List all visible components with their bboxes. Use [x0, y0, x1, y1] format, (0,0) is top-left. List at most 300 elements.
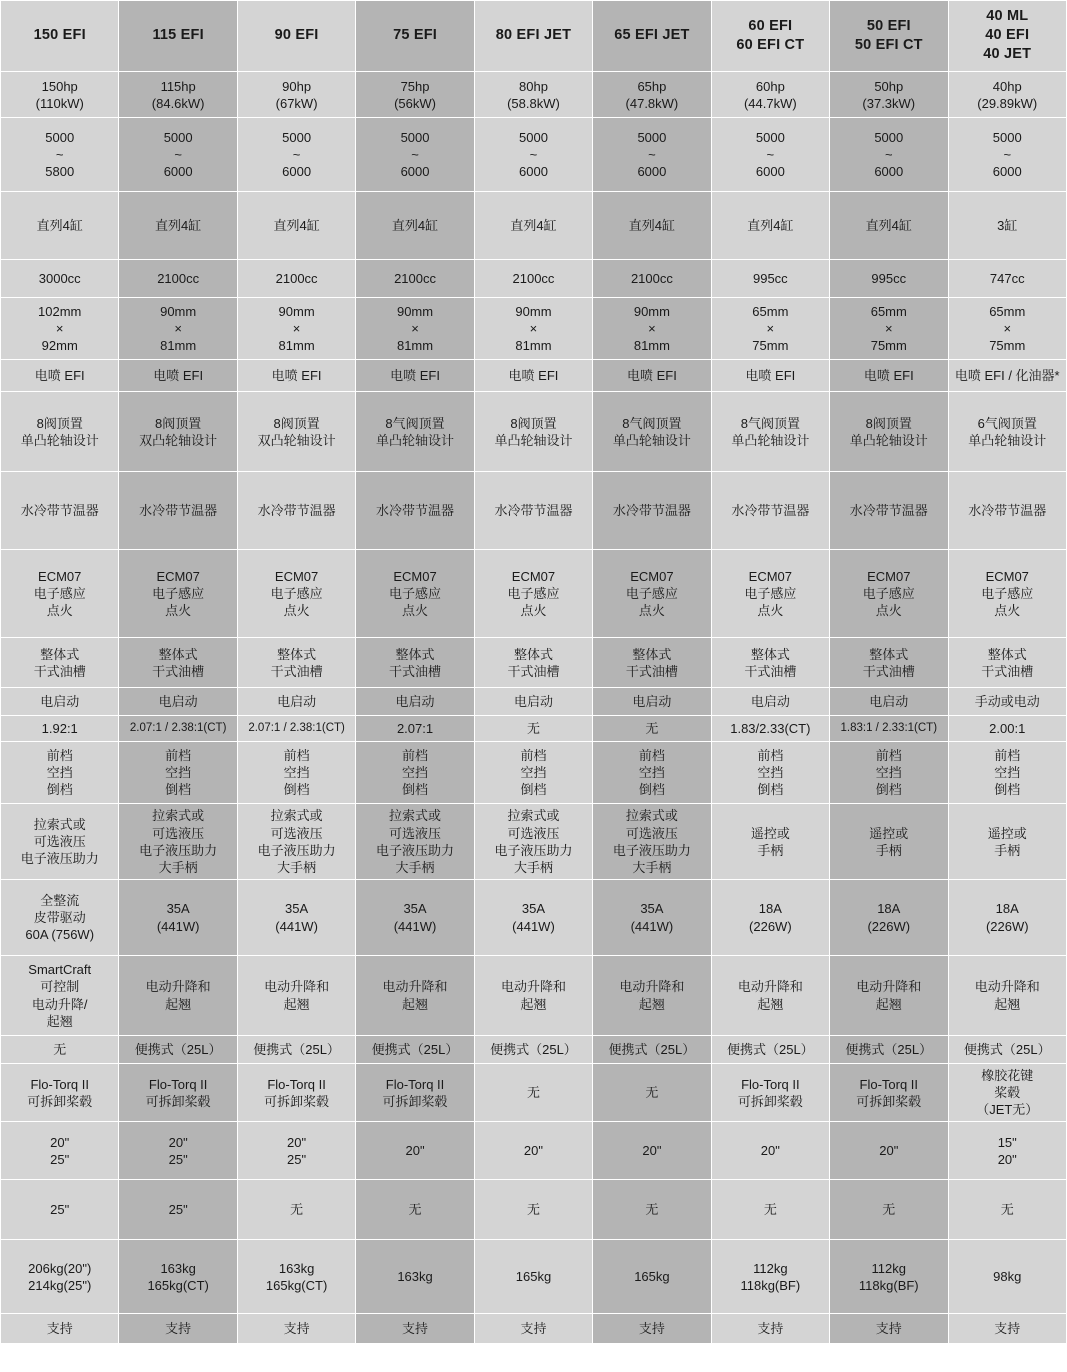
cell-line: 无	[53, 1041, 67, 1057]
cell-line: 干式油槽	[981, 663, 1034, 679]
cell-shift-positions	[474, 742, 592, 804]
cell-shaft-length-standard	[830, 1122, 948, 1180]
cell-line: ECM07	[985, 569, 1029, 585]
cell-line: 6000	[163, 164, 193, 180]
cell-line: ~	[648, 147, 656, 163]
cell-cylinder-config	[1, 192, 119, 260]
cell-starting-system	[948, 688, 1067, 716]
cell-cooling-system	[830, 472, 948, 550]
cell-fuel-tank	[711, 1036, 829, 1064]
cell-bore-stroke	[830, 298, 948, 360]
cell-line: 98kg	[993, 1269, 1022, 1285]
cell-line: 电喷 EFI	[34, 368, 85, 384]
cell-starting-system	[356, 688, 474, 716]
cell-line: ×	[1003, 321, 1012, 337]
cell-line: 102mm	[38, 304, 82, 320]
cell-line: 8阀顶置	[155, 415, 202, 431]
cell-line: 空挡	[757, 765, 784, 781]
cell-line: 支持	[46, 1321, 73, 1337]
cell-line: 无	[526, 721, 540, 737]
cell-line: 90hp	[282, 78, 312, 94]
cell-line: ×	[174, 321, 182, 337]
cell-line: 118kg(BF)	[740, 1277, 801, 1293]
cell-line: 无	[645, 1085, 659, 1101]
table-row	[1, 880, 1067, 956]
cell-rpm-range	[948, 118, 1067, 192]
column-header	[474, 1, 592, 72]
cell-line: 起翘	[520, 996, 547, 1012]
cell-bore-stroke	[948, 298, 1067, 360]
cell-line: 手动或电动	[974, 694, 1040, 710]
cell-line: 20"	[168, 1134, 188, 1150]
cell-line: 空挡	[994, 765, 1021, 781]
cell-line: 8阀顶置	[510, 415, 557, 431]
cell-line: 电启动	[158, 694, 198, 710]
cell-valve-train	[1, 392, 119, 472]
cell-ignition-system	[237, 550, 355, 638]
cell-line: 支持	[638, 1321, 665, 1337]
cell-shaft-length-optional	[711, 1180, 829, 1240]
cell-propeller-hub	[356, 1064, 474, 1122]
cell-line: 电启动	[632, 694, 672, 710]
cell-alternator	[356, 880, 474, 956]
cell-trim-tilt	[474, 956, 592, 1036]
cell-line: 电喷 EFI	[626, 368, 677, 384]
cell-valve-train	[830, 392, 948, 472]
cell-line: 整体式	[869, 646, 909, 662]
cell-line: 150hp	[41, 78, 78, 94]
cell-cylinder-config	[356, 192, 474, 260]
cell-support	[593, 1314, 711, 1344]
cell-line: 无	[526, 1085, 540, 1101]
cell-line: 35A	[285, 901, 309, 917]
cell-line: ×	[55, 321, 64, 337]
table-row	[1, 118, 1067, 192]
cell-line: 电子感应	[152, 586, 205, 602]
cell-line: 干式油槽	[744, 663, 797, 679]
cell-line: 电喷 EFI	[271, 368, 322, 384]
cell-line: 81mm	[633, 338, 670, 354]
cell-starting-system	[119, 688, 237, 716]
cell-valve-train	[593, 392, 711, 472]
cell-line: 8气阀顶置	[622, 415, 682, 431]
cell-line: 电动升降和	[264, 979, 330, 995]
cell-line: 20"	[879, 1143, 899, 1159]
cell-cooling-system	[474, 472, 592, 550]
cell-line: 18A	[758, 901, 782, 917]
cell-line: Flo-Torq II	[267, 1076, 326, 1092]
column-header-line: 150 EFI	[33, 27, 86, 44]
cell-shaft-length-standard	[593, 1122, 711, 1180]
cell-line: 前档	[402, 748, 429, 764]
cell-ignition-system	[1, 550, 119, 638]
cell-line: ECM07	[274, 569, 319, 585]
cell-line: 单凸轮轴设计	[731, 432, 810, 448]
cell-line: 无	[408, 1202, 422, 1218]
column-header-line: 50 EFI	[866, 17, 911, 34]
cell-line: 电动升降和	[500, 979, 566, 995]
cell-rpm-range	[356, 118, 474, 192]
cell-propeller-hub	[948, 1064, 1067, 1122]
cell-line: 桨毂	[994, 1085, 1021, 1101]
cell-line: 115hp	[160, 78, 196, 94]
cell-gear-ratio	[356, 716, 474, 742]
cell-shaft-length-optional	[356, 1180, 474, 1240]
cell-line: 点火	[638, 603, 665, 619]
cell-line: 可拆卸桨毂	[145, 1093, 211, 1109]
cell-line: 便携式（25L）	[963, 1041, 1051, 1057]
cell-line: 空挡	[46, 765, 73, 781]
cell-line: 水冷带节温器	[376, 503, 455, 519]
table-row	[1, 1314, 1067, 1344]
cell-fuel-system	[711, 360, 829, 392]
cell-shaft-length-optional	[237, 1180, 355, 1240]
cell-line: ~	[174, 147, 182, 163]
table-row	[1, 550, 1067, 638]
cell-line: 单凸轮轴设计	[612, 432, 691, 448]
cell-line: 2.07:1	[396, 721, 434, 737]
cell-shaft-length-standard	[237, 1122, 355, 1180]
cell-line: 直列4缸	[36, 218, 83, 234]
cell-line: 8阀顶置	[865, 415, 912, 431]
column-header	[237, 1, 355, 72]
cell-line: 支持	[283, 1321, 310, 1337]
cell-line: ECM07	[748, 569, 793, 585]
cell-bore-stroke	[119, 298, 237, 360]
column-header	[948, 1, 1067, 72]
cell-power	[474, 72, 592, 118]
table-row	[1, 1240, 1067, 1314]
cell-line: 起翘	[283, 996, 310, 1012]
cell-line: ECM07	[393, 569, 437, 585]
cell-cooling-system	[711, 472, 829, 550]
cell-lubrication	[237, 638, 355, 688]
cell-line: 81mm	[396, 338, 434, 354]
cell-valve-train	[948, 392, 1067, 472]
cell-bore-stroke	[711, 298, 829, 360]
cell-line: 电子感应	[507, 586, 560, 602]
cell-line: 单凸轮轴设计	[376, 432, 455, 448]
table-row	[1, 392, 1067, 472]
cell-line: 可选液压	[33, 834, 86, 850]
cell-cooling-system	[1, 472, 119, 550]
cell-rpm-range	[474, 118, 592, 192]
cell-line: 2100cc	[630, 271, 673, 287]
cell-line: 995cc	[871, 271, 907, 287]
cell-fuel-system	[356, 360, 474, 392]
cell-starting-system	[830, 688, 948, 716]
cell-line: 电启动	[513, 694, 553, 710]
cell-power	[593, 72, 711, 118]
cell-line: 18A	[877, 901, 901, 917]
cell-displacement	[948, 260, 1067, 298]
cell-cooling-system	[948, 472, 1067, 550]
cell-line: 点火	[757, 603, 784, 619]
cell-line: 电子感应	[862, 586, 915, 602]
cell-line: 橡胶花键	[981, 1068, 1034, 1083]
cell-shaft-length-standard	[1, 1122, 119, 1180]
cell-line: 80hp	[519, 78, 548, 94]
cell-fuel-tank	[237, 1036, 355, 1064]
cell-line: 6000	[637, 164, 667, 180]
cell-line: 无	[882, 1202, 896, 1218]
cell-gear-ratio	[474, 716, 592, 742]
table-row	[1, 1180, 1067, 1240]
cell-alternator	[711, 880, 829, 956]
cell-weight	[237, 1240, 355, 1314]
cell-line: 便携式（25L）	[371, 1041, 459, 1057]
column-header-line: 115 EFI	[152, 27, 204, 44]
cell-line: 遥控或	[869, 825, 909, 841]
cell-line: 90mm	[396, 304, 434, 320]
cell-shift-positions	[237, 742, 355, 804]
cell-line: 995cc	[752, 271, 788, 287]
cell-line: 20"	[50, 1134, 70, 1150]
cell-displacement	[593, 260, 711, 298]
cell-line: 电喷 EFI	[508, 368, 559, 384]
cell-trim-tilt	[356, 956, 474, 1036]
table-header-row	[1, 1, 1067, 72]
cell-line: 单凸轮轴设计	[849, 432, 928, 448]
column-header-line: 80 EFI JET	[495, 27, 572, 44]
cell-control-type	[119, 804, 237, 880]
cell-line: 8阀顶置	[36, 415, 83, 431]
cell-line: 便携式（25L）	[726, 1041, 814, 1057]
column-header-line: 60 EFI CT	[736, 36, 805, 53]
cell-line: 水冷带节温器	[612, 503, 691, 519]
cell-line: 空挡	[875, 765, 902, 781]
cell-alternator	[119, 880, 237, 956]
cell-line: 2.00:1	[989, 721, 1026, 737]
cell-line: 便携式（25L）	[253, 1041, 340, 1057]
cell-line: (441W)	[393, 918, 437, 934]
cell-line: ~	[766, 147, 775, 163]
cell-control-type	[830, 804, 948, 880]
cell-line: 倒档	[283, 782, 310, 798]
cell-line: Flo-Torq II	[30, 1076, 89, 1092]
cell-rpm-range	[593, 118, 711, 192]
cell-line: (67kW)	[275, 95, 318, 111]
cell-ignition-system	[474, 550, 592, 638]
cell-line: 65mm	[989, 304, 1026, 320]
cell-line: (441W)	[512, 918, 555, 934]
cell-line: 空挡	[283, 765, 310, 781]
cell-control-type	[593, 804, 711, 880]
cell-line: 起翘	[46, 1013, 73, 1029]
cell-line: 206kg(20")	[28, 1260, 92, 1276]
cell-line: 电启动	[869, 694, 909, 710]
cell-power	[830, 72, 948, 118]
cell-power	[1, 72, 119, 118]
cell-line: SmartCraft	[28, 962, 92, 978]
cell-control-type	[948, 804, 1067, 880]
cell-line: 5000	[992, 130, 1022, 146]
cell-line: 起翘	[402, 996, 429, 1012]
cell-displacement	[830, 260, 948, 298]
cell-line: 单凸轮轴设计	[20, 432, 99, 448]
cell-lubrication	[830, 638, 948, 688]
cell-trim-tilt	[1, 956, 119, 1036]
cell-shaft-length-optional	[830, 1180, 948, 1240]
table-row	[1, 298, 1067, 360]
cell-line: 空挡	[638, 765, 665, 781]
cell-line: 倒档	[165, 782, 192, 798]
cell-line: 6000	[755, 164, 785, 180]
cell-line: 整体式	[632, 646, 672, 662]
cell-line: 60hp	[755, 78, 785, 94]
cell-weight	[474, 1240, 592, 1314]
cell-line: ~	[55, 147, 64, 163]
cell-support	[711, 1314, 829, 1344]
cell-support	[1, 1314, 119, 1344]
cell-line: 电子感应	[270, 586, 323, 602]
cell-line: 电子感应	[389, 586, 442, 602]
cell-rpm-range	[237, 118, 355, 192]
column-header-line: 65 EFI JET	[614, 27, 690, 44]
cell-line: 拉索式或	[270, 808, 323, 824]
cell-line: 2100cc	[394, 271, 436, 287]
cell-line: 电启动	[277, 694, 317, 710]
cell-line: 8气阀顶置	[385, 415, 445, 431]
cell-shaft-length-standard	[948, 1122, 1067, 1180]
cell-bore-stroke	[356, 298, 474, 360]
cell-support	[237, 1314, 355, 1344]
cell-line: 8气阀顶置	[740, 415, 800, 431]
cell-fuel-tank	[356, 1036, 474, 1064]
cell-line: 整体式	[395, 646, 435, 662]
cell-cooling-system	[119, 472, 237, 550]
cell-line: 6000	[282, 164, 312, 180]
cell-control-type	[356, 804, 474, 880]
cell-shift-positions	[119, 742, 237, 804]
cell-line: 拉索式或	[625, 808, 678, 824]
cell-line: 214kg(25")	[28, 1277, 92, 1293]
cell-line: 水冷带节温器	[731, 503, 810, 519]
cell-valve-train	[711, 392, 829, 472]
cell-ignition-system	[593, 550, 711, 638]
cell-line: ×	[529, 321, 538, 337]
cell-line: 支持	[994, 1321, 1021, 1337]
cell-line: 前档	[638, 748, 665, 764]
cell-shift-positions	[356, 742, 474, 804]
cell-line: 112kg	[871, 1260, 907, 1276]
cell-line: 空挡	[520, 765, 547, 781]
cell-line: 直列4缸	[628, 218, 676, 234]
cell-line: 75mm	[870, 338, 907, 354]
cell-fuel-tank	[119, 1036, 237, 1064]
cell-line: (84.6kW)	[151, 95, 205, 111]
cell-line: 倒档	[46, 782, 73, 798]
table-row	[1, 472, 1067, 550]
cell-line: 可拆卸桨毂	[264, 1093, 330, 1109]
cell-line: 支持	[875, 1321, 902, 1337]
cell-line: 整体式	[40, 646, 80, 662]
cell-line: (226W)	[985, 918, 1029, 934]
cell-line: 无	[1000, 1202, 1014, 1218]
cell-line: 5000	[874, 130, 904, 146]
cell-gear-ratio	[593, 716, 711, 742]
cell-lubrication	[711, 638, 829, 688]
cell-line: 可选液压	[625, 825, 678, 841]
cell-line: 全整流	[40, 892, 80, 908]
cell-line: 3000cc	[38, 271, 81, 287]
cell-gear-ratio	[119, 716, 237, 742]
cell-line: (44.7kW)	[743, 95, 797, 111]
table-row	[1, 638, 1067, 688]
cell-line: 40hp	[992, 78, 1022, 94]
cell-line: ECM07	[511, 569, 556, 585]
cell-line: 5000	[45, 130, 75, 146]
cell-lubrication	[119, 638, 237, 688]
cell-line: 前档	[283, 748, 310, 764]
cell-line: (441W)	[275, 918, 318, 934]
cell-alternator	[948, 880, 1067, 956]
cell-line: 整体式	[277, 646, 317, 662]
cell-line: 电喷 EFI	[153, 368, 204, 384]
cell-line: Flo-Torq II	[741, 1076, 800, 1092]
cell-shift-positions	[593, 742, 711, 804]
table-row	[1, 1064, 1067, 1122]
cell-line: 起翘	[875, 996, 902, 1012]
cell-line: 拉索式或	[33, 816, 86, 832]
cell-fuel-tank	[593, 1036, 711, 1064]
cell-line: 6000	[400, 164, 430, 180]
cell-line: 35A	[166, 901, 190, 917]
cell-line: 可控制	[40, 979, 80, 995]
cell-line: 20"	[642, 1143, 662, 1159]
cell-line: 6000	[992, 164, 1022, 180]
cell-line: 干式油槽	[152, 663, 205, 679]
cell-alternator	[474, 880, 592, 956]
cell-line: 手柄	[994, 842, 1021, 858]
cell-line: ~	[1003, 147, 1012, 163]
cell-line: 电动升降/	[31, 996, 88, 1012]
cell-line: 5000	[163, 130, 193, 146]
cell-lubrication	[593, 638, 711, 688]
cell-line: ×	[648, 321, 656, 337]
cell-line: 直列4缸	[510, 218, 557, 234]
cell-line: 直列4缸	[865, 218, 912, 234]
cell-line: 电子感应	[981, 586, 1034, 602]
cell-line: 空挡	[165, 765, 192, 781]
cell-fuel-system	[1, 360, 119, 392]
cell-line: 起翘	[638, 996, 665, 1012]
cell-line: 60A (756W)	[25, 927, 95, 943]
cell-line: 可拆卸桨毂	[27, 1093, 93, 1109]
cell-line: (47.8kW)	[625, 95, 679, 111]
cell-line: 165kg	[634, 1269, 670, 1285]
cell-line: 倒档	[402, 782, 429, 798]
column-header-line: 90 EFI	[274, 27, 319, 44]
cell-cylinder-config	[948, 192, 1067, 260]
cell-line: 前档	[875, 748, 902, 764]
cell-line: 35A	[403, 901, 427, 917]
cell-line: 双凸轮轴设计	[139, 432, 218, 448]
cell-line: 电子感应	[744, 586, 797, 602]
cell-starting-system	[593, 688, 711, 716]
cell-line: 25"	[168, 1151, 188, 1167]
cell-line: 大手柄	[513, 859, 553, 875]
cell-fuel-tank	[474, 1036, 592, 1064]
cell-line: ×	[292, 321, 301, 337]
table-row	[1, 956, 1067, 1036]
cell-cylinder-config	[474, 192, 592, 260]
cell-line: ECM07	[867, 569, 911, 585]
column-header-line: 60 EFI	[748, 17, 793, 34]
cell-line: 81mm	[515, 338, 552, 354]
cell-trim-tilt	[711, 956, 829, 1036]
cell-line: 电子感应	[625, 586, 678, 602]
